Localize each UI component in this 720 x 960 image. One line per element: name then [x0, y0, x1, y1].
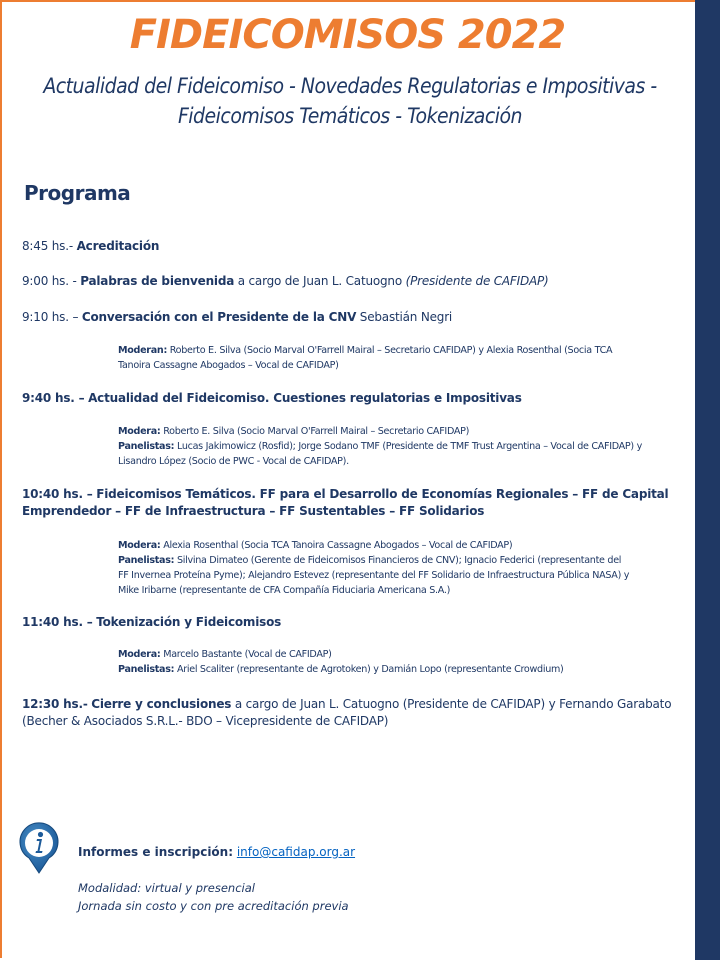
- agenda-detail-tokenizacion: [118, 647, 692, 677]
- agenda-speaker: Sebastián Negri: [359, 310, 453, 324]
- role-people: Ariel Scaliter (representante de Agrotoken) y Damián Lopo (representante Crowdium): [176, 664, 564, 675]
- role-people: Lucas Jakimowicz (Rosfid); Jorge Sodano TMF (Presidente de TMF Trust Argentina – Vocal de CAFIDAP) y: [176, 441, 642, 452]
- panelists-line: [118, 553, 692, 568]
- page-title: FIDEICOMISOS 2022: [129, 12, 566, 58]
- agenda-title: Conversación con el Presidente de la CNV: [81, 310, 357, 324]
- modality-block: [78, 879, 349, 915]
- role-people: Silvina Dimateo (Gerente de Fideicomisos Financieros de CNV); Ignacio Federici (representante del: [176, 555, 622, 566]
- agenda-note: (Presidente de CAFIDAP): [405, 274, 549, 288]
- agenda-title-line-1: [22, 486, 690, 503]
- agenda-speaker: a cargo de Juan L. Catuogno: [237, 274, 402, 288]
- role-label: Modera:: [118, 649, 161, 660]
- info-line: [78, 845, 355, 859]
- role-label: Moderan:: [118, 345, 167, 356]
- agenda-item-tokenizacion: [22, 614, 690, 631]
- agenda-detail-cnv: [118, 343, 692, 373]
- agenda-item-welcome: [22, 273, 690, 290]
- side-bar: [695, 0, 720, 960]
- agenda-item-cnv-conversation: [22, 309, 690, 326]
- agenda-time: 9:40 hs. –: [22, 391, 85, 405]
- moderator-line: [118, 538, 692, 553]
- agenda-time: 10:40 hs. –: [22, 487, 93, 501]
- info-marker-icon: [17, 822, 61, 874]
- agenda-time: 12:30 hs.-: [22, 697, 88, 711]
- agenda-detail-actualidad: [118, 424, 692, 469]
- info-label: Informes e inscripción:: [78, 845, 234, 859]
- agenda-detail-tematicos: [118, 538, 692, 598]
- agenda-time: 8:45 hs.-: [22, 239, 73, 253]
- panelists-line-cont: Lisandro López (Socio de PWC - Vocal de CAFIDAP).: [118, 456, 349, 467]
- agenda-title: Fideicomisos Temáticos. FF para el Desarrollo de Economías Regionales – FF de Capital: [96, 487, 669, 501]
- cost-note: Jornada sin costo y con pre acreditación previa: [78, 899, 349, 913]
- role-label: Panelistas:: [118, 441, 175, 452]
- agenda-title-cont: Emprendedor – FF de Infraestructura – FF Sustentables – FF Solidarios: [22, 504, 485, 518]
- moderators-line-cont: Tanoira Cassagne Abogados – Vocal de CAFIDAP): [118, 360, 339, 371]
- agenda-title: Actualidad del Fideicomiso. Cuestiones regulatorias e Impositivas: [88, 391, 522, 405]
- panelists-line: [118, 662, 692, 677]
- agenda-item-accreditation: [22, 238, 690, 255]
- role-people: Alexia Rosenthal (Socia TCA Tanoira Cassagne Abogados – Vocal de CAFIDAP): [163, 540, 513, 551]
- subtitle-line-2: Fideicomisos Temáticos - Tokenización: [177, 104, 523, 128]
- moderator-line: [118, 647, 692, 662]
- role-people: Roberto E. Silva (Socio Marval O'Farrell Mairal – Secretario CAFIDAP) y Alexia Rosenthal (Socia TCA: [169, 345, 613, 356]
- agenda-time: 9:00 hs. -: [22, 274, 77, 288]
- agenda-item-cierre: [22, 696, 690, 730]
- agenda-title-line-2: [22, 503, 690, 520]
- subtitle-line-1: Actualidad del Fideicomiso - Novedades Regulatorias e Impositivas -: [43, 74, 657, 98]
- role-label: Modera:: [118, 426, 161, 437]
- agenda-item-tematicos: [22, 486, 690, 520]
- role-label: Modera:: [118, 540, 161, 551]
- agenda-item-actualidad: [22, 390, 690, 407]
- panelists-line: [118, 439, 692, 454]
- agenda-title: Palabras de bienvenida: [80, 274, 235, 288]
- agenda-title: Tokenización y Fideicomisos: [96, 615, 282, 629]
- agenda-title: Cierre y conclusiones: [91, 697, 232, 711]
- role-people: Roberto E. Silva (Socio Marval O'Farrell Mairal – Secretario CAFIDAP): [163, 426, 470, 437]
- role-label: Panelistas:: [118, 664, 175, 675]
- agenda-line-1: [22, 696, 690, 713]
- agenda-time: 11:40 hs. –: [22, 615, 93, 629]
- modality-text: Modalidad: virtual y presencial: [78, 881, 255, 895]
- email-link[interactable]: info@cafidap.org.ar: [236, 845, 356, 859]
- moderators-line: [118, 343, 692, 358]
- role-people: Marcelo Bastante (Vocal de CAFIDAP): [163, 649, 332, 660]
- moderator-line: [118, 424, 692, 439]
- program-heading: Programa: [24, 181, 131, 205]
- panelists-line-cont: Mike Iribarne (representante de CFA Compañía Fiduciaria Americana S.A.): [118, 585, 451, 596]
- agenda-time: 9:10 hs. –: [22, 310, 79, 324]
- agenda-speaker: a cargo de Juan L. Catuogno (Presidente de CAFIDAP) y Fernando Garabato: [234, 697, 672, 711]
- agenda-title: Acreditación: [76, 239, 160, 253]
- panelists-line-cont: FF Invernea Proteína Pyme); Alejandro Estevez (representante del FF Solidario de Infraestructura Pública NASA) y: [118, 570, 630, 581]
- role-label: Panelistas:: [118, 555, 175, 566]
- agenda-line-2: (Becher & Asociados S.R.L.- BDO – Vicepresidente de CAFIDAP): [22, 714, 389, 728]
